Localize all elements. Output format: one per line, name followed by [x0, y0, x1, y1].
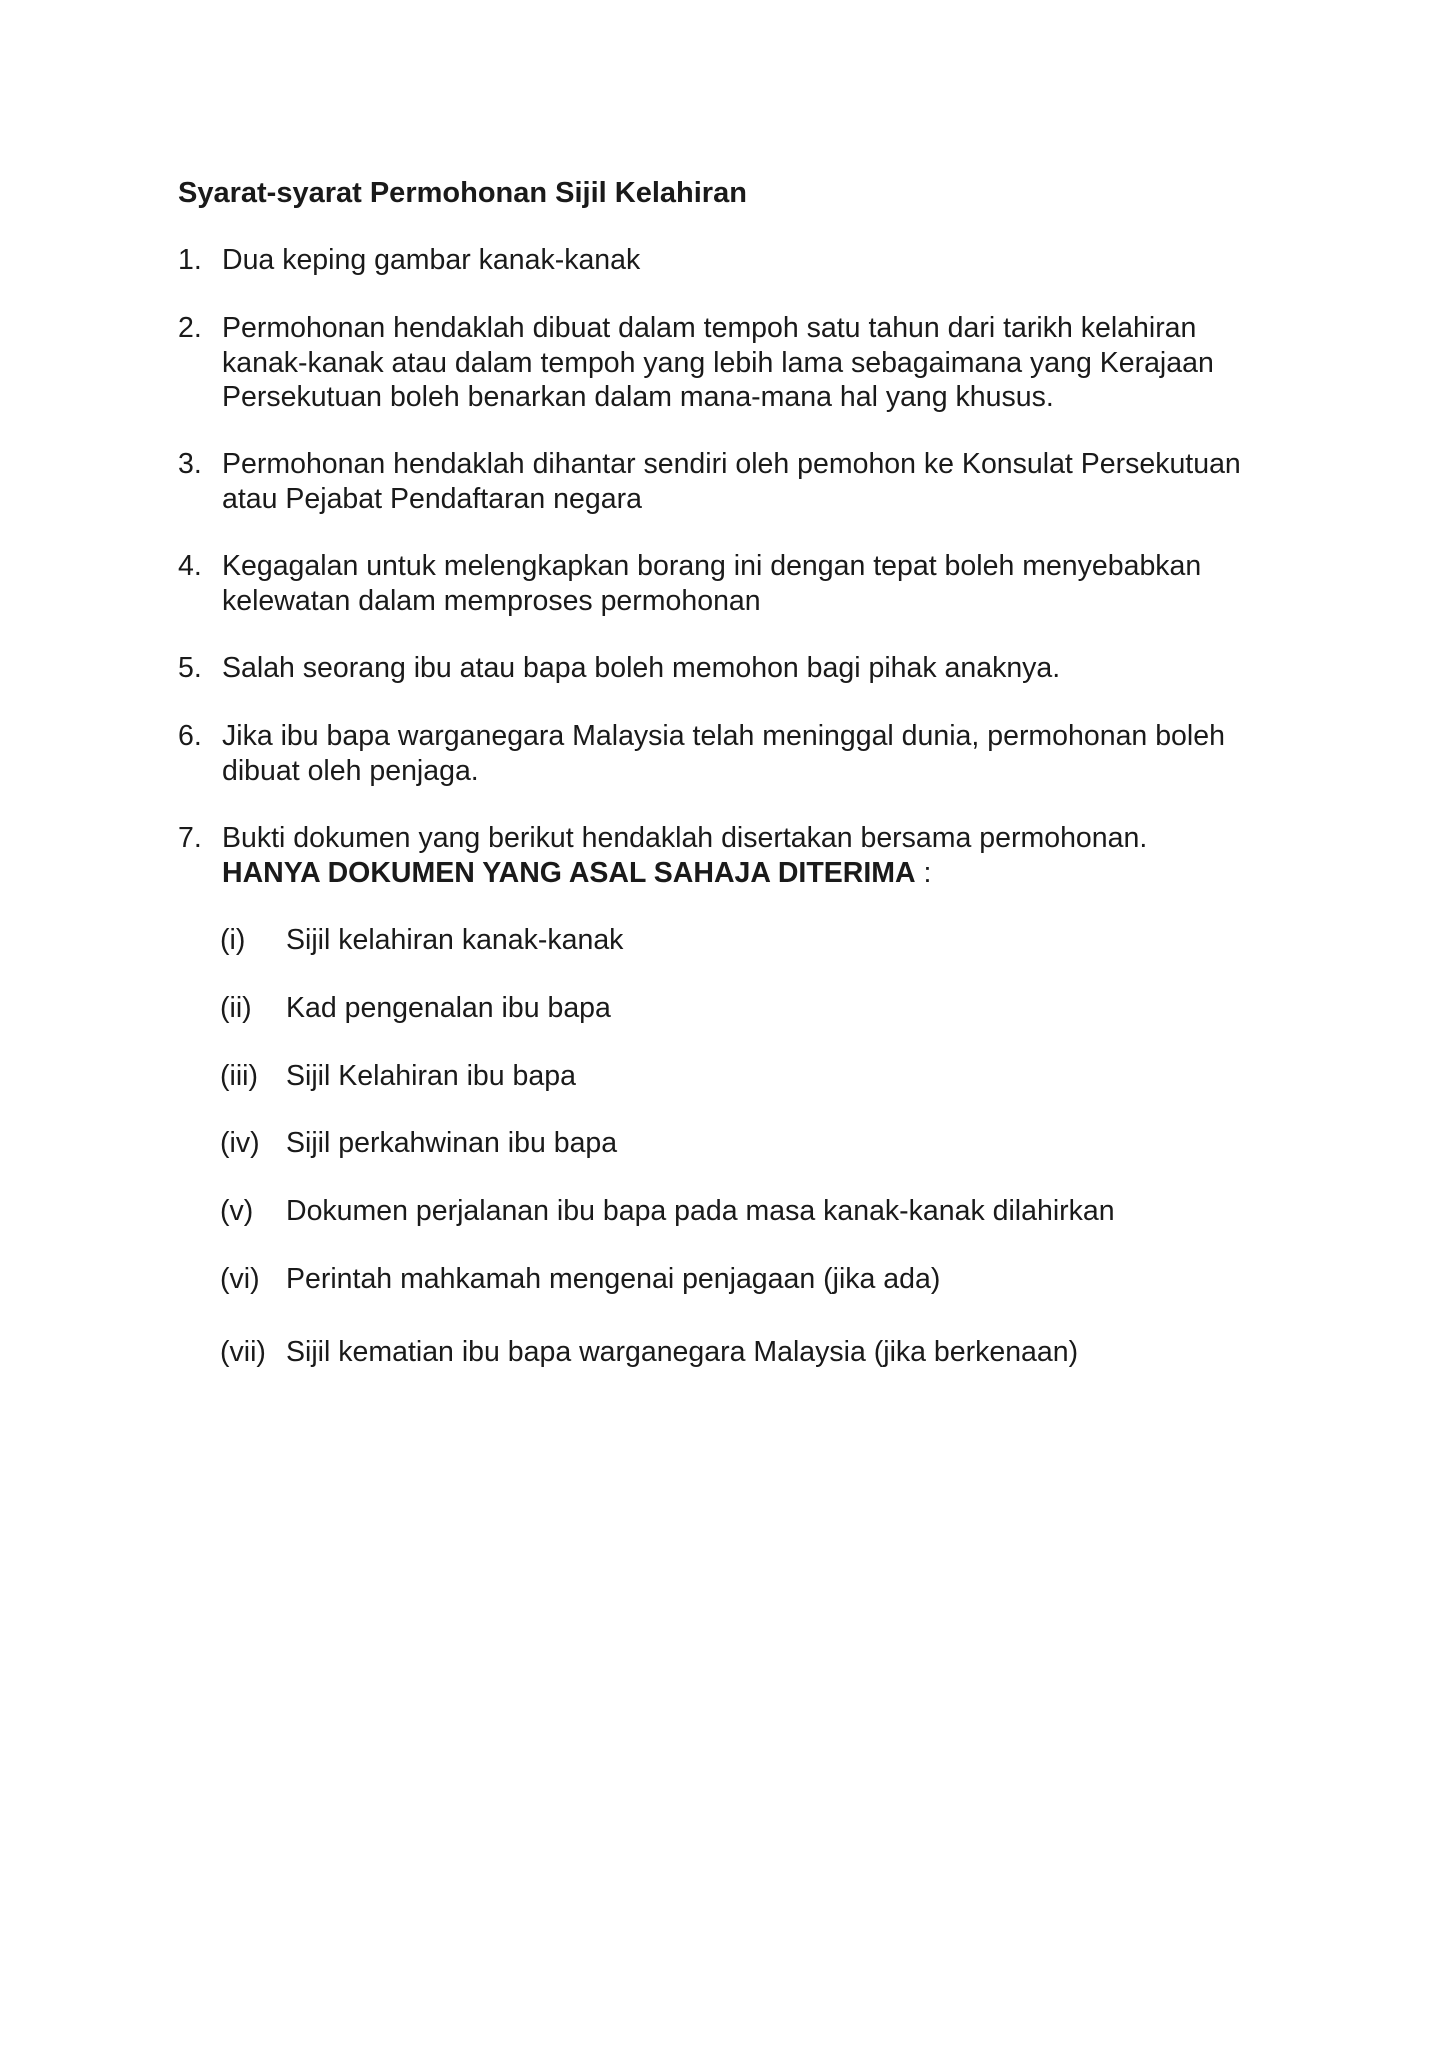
item-line: Permohonan hendaklah dibuat dalam tempoh satu tahun dari tarikh kelahiran — [222, 312, 1197, 344]
sub-item-text: Perintah mahkamah mengenai penjagaan (jika ada) — [286, 1263, 941, 1295]
sub-item-number: (iv) — [220, 1127, 260, 1159]
item-number: 6. — [178, 720, 202, 752]
item-text — [222, 447, 1322, 516]
sub-item-number: (i) — [220, 924, 246, 956]
item-line: Kegagalan untuk melengkapkan borang ini dengan tepat boleh menyebabkan — [222, 550, 1202, 582]
item-line: Bukti dokumen yang berikut hendaklah disertakan bersama permohonan. — [222, 822, 1148, 854]
item-text — [222, 311, 1322, 415]
sub-item-number: (v) — [220, 1195, 254, 1227]
emphasis-suffix: : — [915, 856, 932, 889]
item-text — [222, 549, 1322, 618]
item-number: 4. — [178, 550, 202, 582]
item-line — [222, 856, 1322, 891]
item-line: atau Pejabat Pendaftaran negara — [222, 482, 642, 515]
sub-item-number: (iii) — [220, 1060, 258, 1092]
item-number: 3. — [178, 448, 202, 480]
sub-item-text: Dokumen perjalanan ibu bapa pada masa kanak-kanak dilahirkan — [286, 1195, 1115, 1227]
item-line: kanak-kanak atau dalam tempoh yang lebih lama sebagaimana yang Kerajaan — [222, 346, 1214, 379]
sub-item-text: Sijil kematian ibu bapa warganegara Malaysia (jika berkenaan) — [286, 1336, 1079, 1368]
sub-item-text: Kad pengenalan ibu bapa — [286, 992, 611, 1024]
sub-item-text: Sijil kelahiran kanak-kanak — [286, 924, 624, 956]
sub-item-text: Sijil Kelahiran ibu bapa — [286, 1060, 576, 1092]
item-number: 1. — [178, 244, 202, 276]
item-number: 7. — [178, 822, 202, 854]
item-line: Dua keping gambar kanak-kanak — [222, 244, 641, 276]
item-text — [222, 719, 1322, 788]
page-title: Syarat-syarat Permohonan Sijil Kelahiran — [178, 177, 747, 209]
item-line: Persekutuan boleh benarkan dalam mana-mana hal yang khusus. — [222, 381, 1054, 413]
item-line: kelewatan dalam memproses permohonan — [222, 584, 761, 617]
sub-item-number: (ii) — [220, 992, 252, 1024]
sub-item-text: Sijil perkahwinan ibu bapa — [286, 1127, 618, 1159]
item-text — [222, 243, 1322, 278]
item-number: 2. — [178, 312, 202, 344]
item-line: Salah seorang ibu atau bapa boleh memohon bagi pihak anaknya. — [222, 652, 1061, 684]
item-number: 5. — [178, 652, 202, 684]
sub-item-number: (vii) — [220, 1336, 266, 1368]
item-line: dibuat oleh penjaga. — [222, 754, 479, 787]
sub-item-number: (vi) — [220, 1263, 260, 1295]
item-text — [222, 821, 1322, 890]
emphasis-text: HANYA DOKUMEN YANG ASAL SAHAJA DITERIMA — [222, 856, 916, 889]
item-text — [222, 651, 1322, 686]
item-line: Jika ibu bapa warganegara Malaysia telah meninggal dunia, permohonan boleh — [222, 720, 1225, 752]
item-line: Permohonan hendaklah dihantar sendiri oleh pemohon ke Konsulat Persekutuan — [222, 448, 1241, 480]
